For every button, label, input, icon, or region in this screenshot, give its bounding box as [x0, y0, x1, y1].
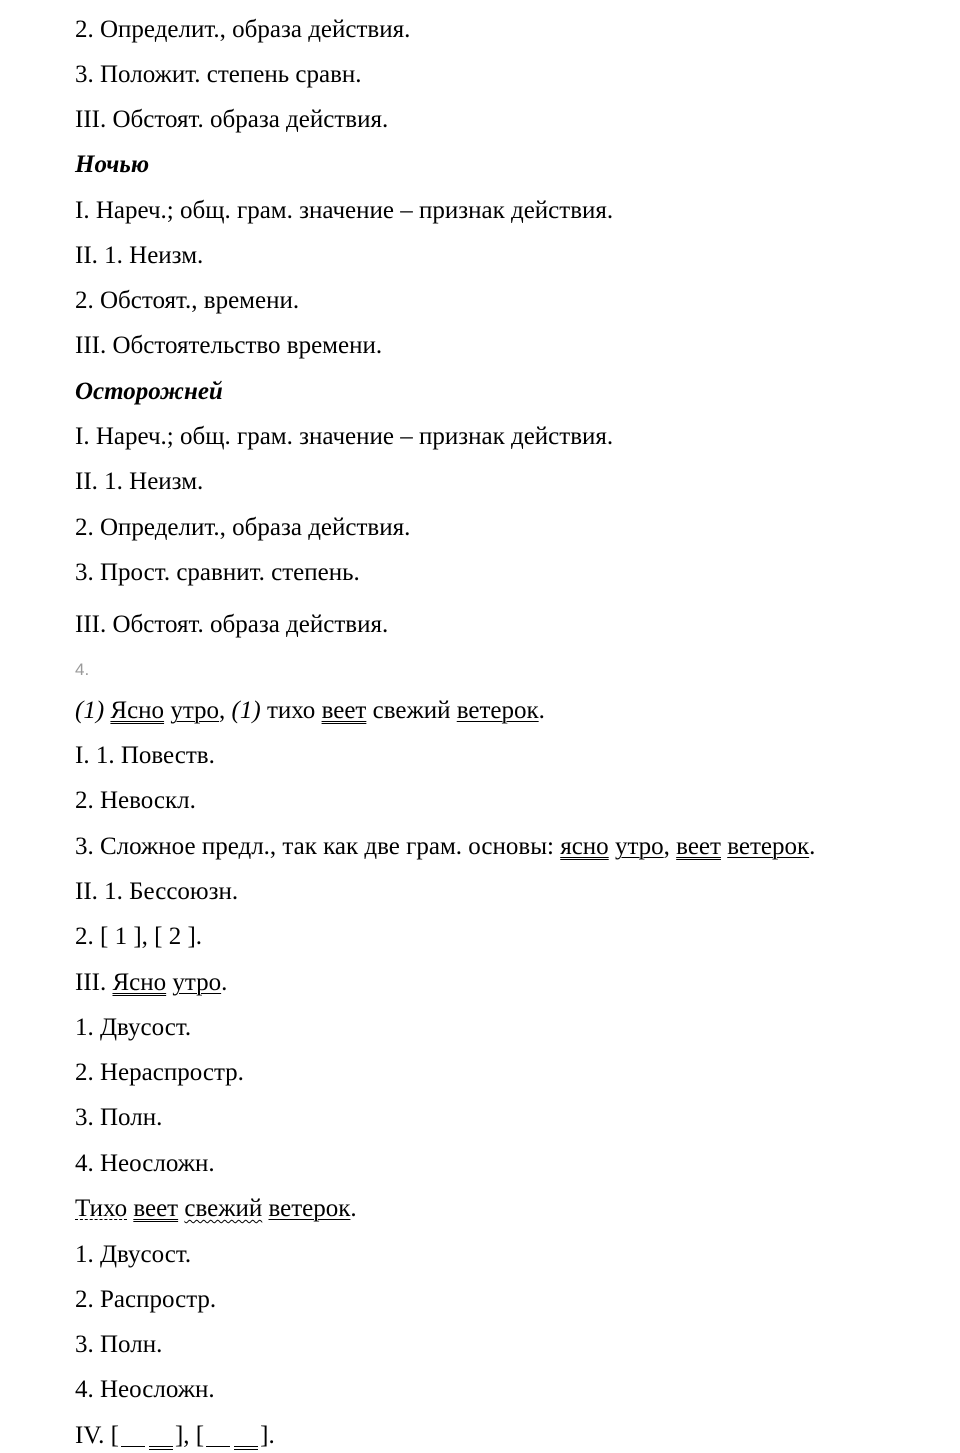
subject-mark — [119, 1423, 147, 1443]
punctuation: . — [350, 1195, 357, 1222]
subject-mark — [204, 1423, 232, 1443]
text-line: III. Обстоят. образа действия. — [75, 106, 389, 133]
text-line: II. 1. Бессоюзн. — [75, 878, 239, 905]
clause-heading — [75, 968, 227, 998]
predicate-word: веет — [133, 1195, 179, 1222]
subject-word: ветерок — [727, 833, 810, 860]
sentence-line — [75, 696, 545, 726]
word: тихо — [266, 697, 316, 724]
text-line: 2. Нераспростр. — [75, 1059, 244, 1086]
subject-word: утро — [170, 697, 220, 724]
text-line: I. Нареч.; общ. грам. значение – признак действия. — [75, 423, 614, 450]
text-line: II. 1. Неизм. — [75, 242, 204, 269]
text-line: 4. Неосложн. — [75, 1150, 215, 1177]
text-line: 1. Двусост. — [75, 1014, 192, 1041]
text-line: III. Обстоят. образа действия. — [75, 611, 389, 638]
predicate-word: ясно — [560, 833, 609, 860]
task-number: 4. — [75, 660, 90, 679]
text-line: II. 1. Неизм. — [75, 468, 204, 495]
section-heading: Ночью — [75, 151, 150, 178]
punctuation: . — [221, 969, 228, 996]
subject-word: ветерок — [268, 1195, 351, 1222]
text-line: 2. Обстоят., времени. — [75, 287, 300, 314]
text-line: 3. Полн. — [75, 1104, 163, 1131]
text-line: 3. Положит. степень сравн. — [75, 61, 362, 88]
section-heading: Осторожней — [75, 378, 223, 405]
attribute-word: свежий — [184, 1195, 263, 1222]
predicate-word: Ясно — [110, 697, 165, 724]
text-line: 4. Неосложн. — [75, 1376, 215, 1403]
clause-number: (1) — [231, 697, 261, 724]
subject-word: ветерок — [456, 697, 539, 724]
scheme-separator: ], [ — [174, 1422, 205, 1449]
predicate-mark — [147, 1423, 175, 1443]
text-line: 2. Определит., образа действия. — [75, 16, 411, 43]
subject-word: утро — [614, 833, 664, 860]
adverbial-word: Тихо — [75, 1195, 128, 1222]
predicate-mark — [232, 1423, 260, 1443]
clause-number: (1) — [75, 697, 105, 724]
scheme-bracket-open: IV. [ — [75, 1422, 119, 1449]
text-line: 1. Двусост. — [75, 1241, 192, 1268]
text-line: I. Нареч.; общ. грам. значение – признак действия. — [75, 197, 614, 224]
clause-heading — [75, 1194, 357, 1224]
text-line: 3. Полн. — [75, 1331, 163, 1358]
line-prefix: 3. Сложное предл., так как две грам. основы: — [75, 833, 554, 860]
predicate-word: веет — [321, 697, 367, 724]
predicate-word: веет — [676, 833, 721, 860]
complex-sentence-line — [75, 832, 815, 862]
text-line: 2. [ 1 ], [ 2 ]. — [75, 923, 203, 950]
text-line: 2. Невоскл. — [75, 787, 196, 814]
sentence-scheme — [75, 1421, 275, 1451]
punctuation: . — [538, 697, 545, 724]
punctuation: . — [809, 833, 816, 860]
word: свежий — [372, 697, 451, 724]
text-line: I. 1. Повеств. — [75, 742, 215, 769]
text-line: 2. Определит., образа действия. — [75, 514, 411, 541]
scheme-bracket-close: ]. — [260, 1422, 275, 1449]
text-line: 3. Прост. сравнит. степень. — [75, 559, 360, 586]
text-line: III. Обстоятельство времени. — [75, 332, 383, 359]
punctuation: , — [219, 697, 226, 724]
subject-word: утро — [172, 969, 222, 996]
punctuation: , — [663, 833, 670, 860]
predicate-word: Ясно — [112, 969, 167, 996]
line-prefix: III. — [75, 969, 107, 996]
text-line: 2. Распростр. — [75, 1286, 217, 1313]
